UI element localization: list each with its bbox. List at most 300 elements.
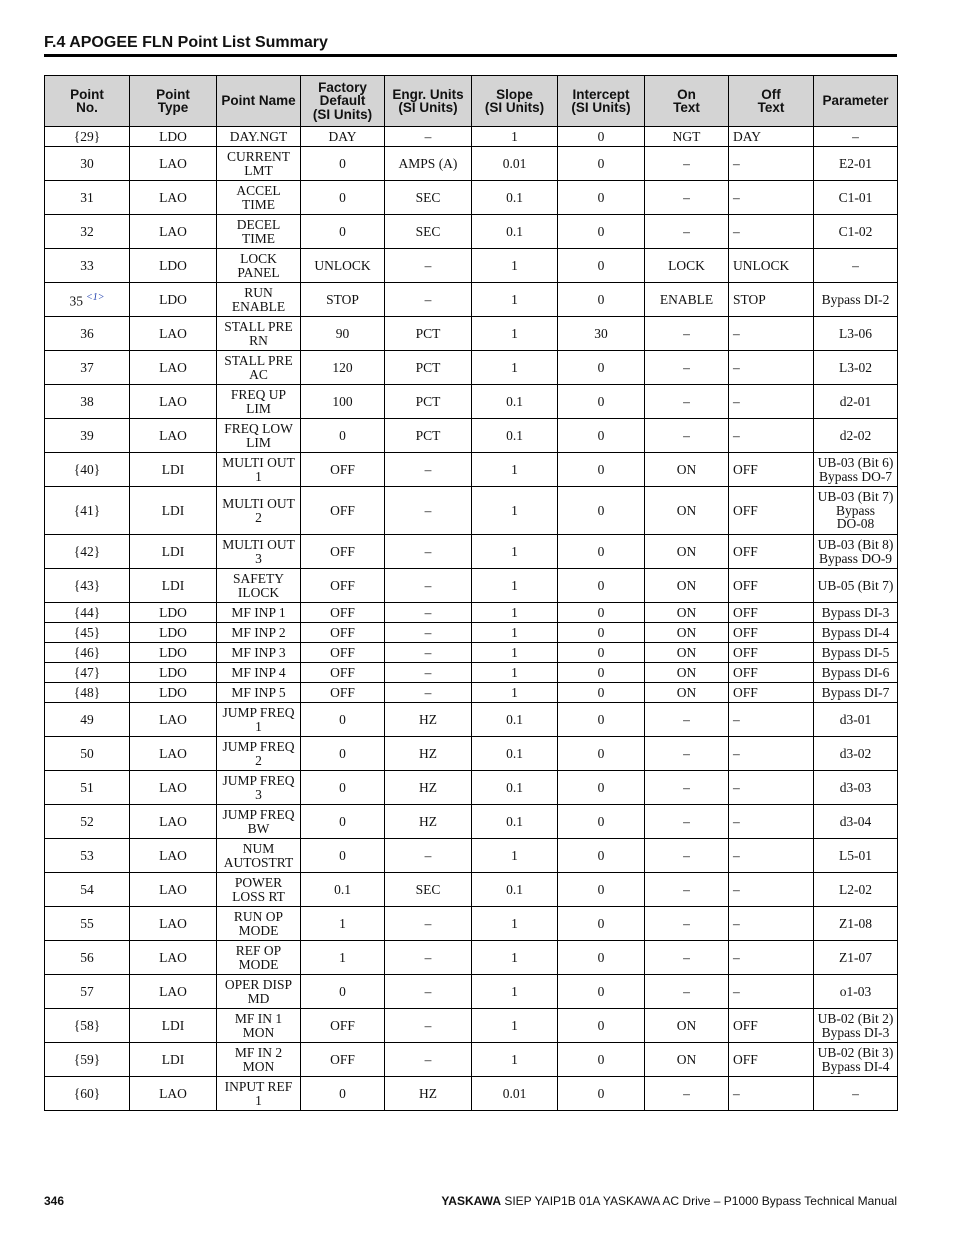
cell-parameter: UB-05 (Bit 7) bbox=[814, 569, 898, 603]
cell-point-no: 57 bbox=[45, 975, 130, 1009]
cell-slope: 1 bbox=[472, 487, 558, 535]
cell-slope: 1 bbox=[472, 1009, 558, 1043]
cell-point-name: MF IN 2 MON bbox=[217, 1043, 301, 1077]
cell-point-name: REF OP MODE bbox=[217, 941, 301, 975]
cell-point-type: LAO bbox=[130, 873, 217, 907]
cell-factory-default: 0 bbox=[301, 805, 385, 839]
table-row bbox=[45, 1009, 898, 1043]
table-row bbox=[45, 215, 898, 249]
cell-off-text: – bbox=[729, 873, 814, 907]
cell-point-no: 31 bbox=[45, 181, 130, 215]
cell-point-type: LAO bbox=[130, 215, 217, 249]
point-list-table bbox=[44, 75, 898, 1111]
cell-point-no: {46} bbox=[45, 643, 130, 663]
cell-on-text: LOCK bbox=[645, 249, 729, 283]
cell-on-text: ENABLE bbox=[645, 283, 729, 317]
cell-on-text: ON bbox=[645, 487, 729, 535]
cell-slope: 1 bbox=[472, 535, 558, 569]
cell-off-text: OFF bbox=[729, 487, 814, 535]
table-row bbox=[45, 771, 898, 805]
column-header-off-text: Off Text bbox=[729, 76, 814, 127]
cell-factory-default: 90 bbox=[301, 317, 385, 351]
cell-off-text: OFF bbox=[729, 603, 814, 623]
cell-engr-units: – bbox=[385, 623, 472, 643]
cell-engr-units: – bbox=[385, 603, 472, 623]
cell-parameter: d3-02 bbox=[814, 737, 898, 771]
cell-point-name: MF INP 1 bbox=[217, 603, 301, 623]
cell-slope: 1 bbox=[472, 127, 558, 147]
cell-point-type: LAO bbox=[130, 419, 217, 453]
cell-point-name: JUMP FREQ 3 bbox=[217, 771, 301, 805]
cell-slope: 1 bbox=[472, 453, 558, 487]
cell-slope: 0.1 bbox=[472, 703, 558, 737]
cell-factory-default: OFF bbox=[301, 1009, 385, 1043]
cell-point-type: LDO bbox=[130, 663, 217, 683]
cell-off-text: OFF bbox=[729, 453, 814, 487]
cell-parameter: UB-02 (Bit 3) Bypass DI-4 bbox=[814, 1043, 898, 1077]
cell-point-no: {45} bbox=[45, 623, 130, 643]
cell-engr-units: PCT bbox=[385, 385, 472, 419]
cell-point-name: MF IN 1 MON bbox=[217, 1009, 301, 1043]
table-row bbox=[45, 643, 898, 663]
cell-slope: 0.1 bbox=[472, 771, 558, 805]
cell-factory-default: OFF bbox=[301, 535, 385, 569]
cell-point-no: 38 bbox=[45, 385, 130, 419]
cell-off-text: OFF bbox=[729, 535, 814, 569]
document-reference bbox=[441, 1193, 897, 1209]
cell-engr-units: – bbox=[385, 1043, 472, 1077]
cell-off-text: – bbox=[729, 419, 814, 453]
cell-off-text: OFF bbox=[729, 1009, 814, 1043]
cell-intercept: 0 bbox=[558, 385, 645, 419]
column-header-point-no: Point No. bbox=[45, 76, 130, 127]
cell-off-text: – bbox=[729, 839, 814, 873]
cell-point-type: LDI bbox=[130, 1009, 217, 1043]
cell-point-type: LAO bbox=[130, 975, 217, 1009]
cell-factory-default: 0 bbox=[301, 737, 385, 771]
cell-point-type: LDI bbox=[130, 487, 217, 535]
cell-point-no: 32 bbox=[45, 215, 130, 249]
cell-on-text: ON bbox=[645, 453, 729, 487]
cell-point-type: LDO bbox=[130, 603, 217, 623]
cell-intercept: 0 bbox=[558, 603, 645, 623]
cell-factory-default: DAY bbox=[301, 127, 385, 147]
cell-point-no: 51 bbox=[45, 771, 130, 805]
cell-off-text: – bbox=[729, 1077, 814, 1111]
cell-intercept: 0 bbox=[558, 907, 645, 941]
cell-intercept: 0 bbox=[558, 283, 645, 317]
cell-on-text: NGT bbox=[645, 127, 729, 147]
cell-intercept: 0 bbox=[558, 181, 645, 215]
cell-point-name: CURRENT LMT bbox=[217, 147, 301, 181]
cell-point-no: 53 bbox=[45, 839, 130, 873]
cell-factory-default: OFF bbox=[301, 569, 385, 603]
cell-point-type: LAO bbox=[130, 839, 217, 873]
cell-on-text: – bbox=[645, 873, 729, 907]
cell-off-text: – bbox=[729, 737, 814, 771]
cell-factory-default: 0 bbox=[301, 1077, 385, 1111]
cell-off-text: – bbox=[729, 385, 814, 419]
table-row bbox=[45, 703, 898, 737]
cell-slope: 1 bbox=[472, 623, 558, 643]
cell-parameter: E2-01 bbox=[814, 147, 898, 181]
table-row bbox=[45, 737, 898, 771]
cell-intercept: 0 bbox=[558, 623, 645, 643]
cell-factory-default: 0 bbox=[301, 419, 385, 453]
cell-point-type: LAO bbox=[130, 147, 217, 181]
cell-point-no: {43} bbox=[45, 569, 130, 603]
cell-point-type: LAO bbox=[130, 181, 217, 215]
cell-point-name: MF INP 4 bbox=[217, 663, 301, 683]
cell-slope: 1 bbox=[472, 839, 558, 873]
cell-intercept: 0 bbox=[558, 535, 645, 569]
cell-point-type: LDO bbox=[130, 683, 217, 703]
cell-intercept: 0 bbox=[558, 1077, 645, 1111]
cell-off-text: OFF bbox=[729, 683, 814, 703]
cell-factory-default: STOP bbox=[301, 283, 385, 317]
cell-intercept: 0 bbox=[558, 487, 645, 535]
cell-intercept: 0 bbox=[558, 249, 645, 283]
cell-engr-units: – bbox=[385, 487, 472, 535]
column-header-engr-units: Engr. Units (SI Units) bbox=[385, 76, 472, 127]
cell-parameter: d3-04 bbox=[814, 805, 898, 839]
cell-intercept: 0 bbox=[558, 127, 645, 147]
cell-factory-default: OFF bbox=[301, 453, 385, 487]
cell-factory-default: 0 bbox=[301, 703, 385, 737]
cell-engr-units: – bbox=[385, 283, 472, 317]
cell-point-no: {44} bbox=[45, 603, 130, 623]
cell-point-name: MF INP 5 bbox=[217, 683, 301, 703]
cell-slope: 1 bbox=[472, 663, 558, 683]
cell-point-name: OPER DISP MD bbox=[217, 975, 301, 1009]
cell-point-no: {29} bbox=[45, 127, 130, 147]
cell-slope: 0.1 bbox=[472, 385, 558, 419]
cell-off-text: – bbox=[729, 147, 814, 181]
table-row bbox=[45, 623, 898, 643]
cell-point-no: {58} bbox=[45, 1009, 130, 1043]
cell-point-name: RUN ENABLE bbox=[217, 283, 301, 317]
cell-slope: 0.1 bbox=[472, 181, 558, 215]
cell-factory-default: 0 bbox=[301, 147, 385, 181]
cell-factory-default: OFF bbox=[301, 623, 385, 643]
cell-point-name: POWER LOSS RT bbox=[217, 873, 301, 907]
cell-engr-units: – bbox=[385, 569, 472, 603]
cell-point-type: LAO bbox=[130, 703, 217, 737]
cell-point-no: 52 bbox=[45, 805, 130, 839]
cell-off-text: – bbox=[729, 181, 814, 215]
table-row bbox=[45, 603, 898, 623]
cell-factory-default: OFF bbox=[301, 603, 385, 623]
cell-engr-units: PCT bbox=[385, 351, 472, 385]
column-header-slope: Slope (SI Units) bbox=[472, 76, 558, 127]
cell-intercept: 0 bbox=[558, 147, 645, 181]
cell-slope: 0.01 bbox=[472, 1077, 558, 1111]
cell-parameter: – bbox=[814, 249, 898, 283]
cell-point-type: LAO bbox=[130, 805, 217, 839]
cell-point-name: MULTI OUT 2 bbox=[217, 487, 301, 535]
cell-slope: 1 bbox=[472, 249, 558, 283]
cell-factory-default: 0 bbox=[301, 181, 385, 215]
cell-factory-default: 1 bbox=[301, 907, 385, 941]
cell-engr-units: – bbox=[385, 535, 472, 569]
cell-parameter: L5-01 bbox=[814, 839, 898, 873]
cell-point-name: LOCK PANEL bbox=[217, 249, 301, 283]
cell-off-text: – bbox=[729, 771, 814, 805]
table-row bbox=[45, 569, 898, 603]
cell-engr-units: – bbox=[385, 663, 472, 683]
cell-off-text: – bbox=[729, 941, 814, 975]
cell-point-type: LAO bbox=[130, 385, 217, 419]
cell-engr-units: – bbox=[385, 839, 472, 873]
cell-slope: 1 bbox=[472, 351, 558, 385]
cell-engr-units: HZ bbox=[385, 703, 472, 737]
cell-slope: 1 bbox=[472, 907, 558, 941]
cell-engr-units: SEC bbox=[385, 215, 472, 249]
cell-on-text: ON bbox=[645, 1043, 729, 1077]
table-header bbox=[45, 76, 898, 127]
table-row bbox=[45, 1077, 898, 1111]
column-header-point-type: Point Type bbox=[130, 76, 217, 127]
cell-engr-units: – bbox=[385, 127, 472, 147]
table-row bbox=[45, 249, 898, 283]
cell-engr-units: PCT bbox=[385, 419, 472, 453]
table-row bbox=[45, 351, 898, 385]
cell-point-name: SAFETY ILOCK bbox=[217, 569, 301, 603]
cell-point-no: {40} bbox=[45, 453, 130, 487]
cell-point-name: STALL PRE AC bbox=[217, 351, 301, 385]
cell-parameter: L3-06 bbox=[814, 317, 898, 351]
cell-engr-units: – bbox=[385, 249, 472, 283]
table-row bbox=[45, 487, 898, 535]
cell-point-name: MF INP 2 bbox=[217, 623, 301, 643]
cell-parameter: UB-03 (Bit 8) Bypass DO-9 bbox=[814, 535, 898, 569]
cell-point-type: LDI bbox=[130, 535, 217, 569]
section-heading: F.4 APOGEE FLN Point List Summary bbox=[44, 34, 328, 51]
cell-parameter: – bbox=[814, 1077, 898, 1111]
cell-point-type: LDI bbox=[130, 569, 217, 603]
cell-point-no: 37 bbox=[45, 351, 130, 385]
cell-intercept: 0 bbox=[558, 215, 645, 249]
table-row bbox=[45, 683, 898, 703]
cell-intercept: 0 bbox=[558, 1043, 645, 1077]
cell-parameter: C1-02 bbox=[814, 215, 898, 249]
cell-point-type: LDI bbox=[130, 453, 217, 487]
cell-engr-units: HZ bbox=[385, 1077, 472, 1111]
cell-point-type: LDO bbox=[130, 127, 217, 147]
cell-on-text: – bbox=[645, 181, 729, 215]
cell-on-text: ON bbox=[645, 683, 729, 703]
cell-slope: 1 bbox=[472, 569, 558, 603]
cell-on-text: – bbox=[645, 419, 729, 453]
cell-point-name: RUN OP MODE bbox=[217, 907, 301, 941]
cell-parameter: C1-01 bbox=[814, 181, 898, 215]
cell-intercept: 0 bbox=[558, 771, 645, 805]
table-row bbox=[45, 1043, 898, 1077]
cell-on-text: – bbox=[645, 805, 729, 839]
cell-on-text: ON bbox=[645, 1009, 729, 1043]
cell-on-text: – bbox=[645, 737, 729, 771]
brand-name: YASKAWA bbox=[441, 1194, 501, 1208]
cell-slope: 0.1 bbox=[472, 805, 558, 839]
cell-intercept: 0 bbox=[558, 975, 645, 1009]
cell-point-name: DECEL TIME bbox=[217, 215, 301, 249]
table-row bbox=[45, 453, 898, 487]
cell-off-text: OFF bbox=[729, 569, 814, 603]
column-header-factory-default: Factory Default (SI Units) bbox=[301, 76, 385, 127]
cell-slope: 1 bbox=[472, 683, 558, 703]
cell-point-name: MF INP 3 bbox=[217, 643, 301, 663]
table-row bbox=[45, 873, 898, 907]
cell-point-no: 30 bbox=[45, 147, 130, 181]
cell-point-no: 50 bbox=[45, 737, 130, 771]
cell-off-text: – bbox=[729, 351, 814, 385]
cell-slope: 0.01 bbox=[472, 147, 558, 181]
cell-intercept: 30 bbox=[558, 317, 645, 351]
cell-point-no: 56 bbox=[45, 941, 130, 975]
cell-parameter: L3-02 bbox=[814, 351, 898, 385]
cell-on-text: ON bbox=[645, 603, 729, 623]
cell-point-name: MULTI OUT 3 bbox=[217, 535, 301, 569]
cell-off-text: STOP bbox=[729, 283, 814, 317]
cell-intercept: 0 bbox=[558, 805, 645, 839]
table-row bbox=[45, 941, 898, 975]
table-row bbox=[45, 385, 898, 419]
cell-point-name: INPUT REF 1 bbox=[217, 1077, 301, 1111]
cell-parameter: L2-02 bbox=[814, 873, 898, 907]
cell-engr-units: PCT bbox=[385, 317, 472, 351]
cell-on-text: – bbox=[645, 907, 729, 941]
cell-engr-units: SEC bbox=[385, 181, 472, 215]
cell-point-no: {59} bbox=[45, 1043, 130, 1077]
cell-parameter: Z1-07 bbox=[814, 941, 898, 975]
table-row bbox=[45, 317, 898, 351]
cell-off-text: – bbox=[729, 215, 814, 249]
cell-point-no: {47} bbox=[45, 663, 130, 683]
cell-slope: 0.1 bbox=[472, 873, 558, 907]
cell-off-text: – bbox=[729, 805, 814, 839]
cell-intercept: 0 bbox=[558, 453, 645, 487]
cell-off-text: – bbox=[729, 317, 814, 351]
cell-off-text: OFF bbox=[729, 643, 814, 663]
cell-off-text: OFF bbox=[729, 1043, 814, 1077]
cell-on-text: ON bbox=[645, 643, 729, 663]
cell-on-text: – bbox=[645, 975, 729, 1009]
cell-point-name: STALL PRE RN bbox=[217, 317, 301, 351]
column-header-intercept: Intercept (SI Units) bbox=[558, 76, 645, 127]
cell-point-type: LAO bbox=[130, 941, 217, 975]
cell-off-text: UNLOCK bbox=[729, 249, 814, 283]
cell-engr-units: – bbox=[385, 907, 472, 941]
cell-parameter: Z1-08 bbox=[814, 907, 898, 941]
cell-factory-default: 0 bbox=[301, 975, 385, 1009]
cell-factory-default: 0 bbox=[301, 215, 385, 249]
cell-on-text: – bbox=[645, 839, 729, 873]
column-header-point-name: Point Name bbox=[217, 76, 301, 127]
cell-engr-units: – bbox=[385, 453, 472, 487]
cell-parameter: Bypass DI-7 bbox=[814, 683, 898, 703]
table-row bbox=[45, 975, 898, 1009]
cell-slope: 1 bbox=[472, 975, 558, 1009]
cell-engr-units: AMPS (A) bbox=[385, 147, 472, 181]
cell-engr-units: – bbox=[385, 941, 472, 975]
cell-parameter: d3-01 bbox=[814, 703, 898, 737]
cell-intercept: 0 bbox=[558, 839, 645, 873]
cell-point-no: {48} bbox=[45, 683, 130, 703]
footnote-link[interactable]: <1> bbox=[86, 292, 105, 303]
cell-point-type: LAO bbox=[130, 1077, 217, 1111]
cell-parameter: d3-03 bbox=[814, 771, 898, 805]
cell-intercept: 0 bbox=[558, 737, 645, 771]
cell-on-text: – bbox=[645, 385, 729, 419]
cell-point-type: LDO bbox=[130, 249, 217, 283]
table-row bbox=[45, 419, 898, 453]
cell-factory-default: OFF bbox=[301, 1043, 385, 1077]
cell-on-text: ON bbox=[645, 569, 729, 603]
cell-point-name: JUMP FREQ 1 bbox=[217, 703, 301, 737]
cell-on-text: – bbox=[645, 771, 729, 805]
document-title: SIEP YAIP1B 01A YASKAWA AC Drive – P1000 Bypass Technical Manual bbox=[504, 1194, 897, 1208]
cell-on-text: – bbox=[645, 941, 729, 975]
cell-intercept: 0 bbox=[558, 1009, 645, 1043]
table-row bbox=[45, 147, 898, 181]
cell-parameter: Bypass DI-6 bbox=[814, 663, 898, 683]
cell-point-name: FREQ LOW LIM bbox=[217, 419, 301, 453]
cell-off-text: OFF bbox=[729, 623, 814, 643]
cell-slope: 1 bbox=[472, 643, 558, 663]
column-header-on-text: On Text bbox=[645, 76, 729, 127]
cell-on-text: – bbox=[645, 147, 729, 181]
cell-point-no: 33 bbox=[45, 249, 130, 283]
table-row bbox=[45, 663, 898, 683]
cell-on-text: – bbox=[645, 703, 729, 737]
cell-on-text: – bbox=[645, 1077, 729, 1111]
table-row bbox=[45, 907, 898, 941]
cell-engr-units: HZ bbox=[385, 771, 472, 805]
cell-on-text: – bbox=[645, 351, 729, 385]
cell-point-no: 54 bbox=[45, 873, 130, 907]
cell-parameter: UB-03 (Bit 7) Bypass DO-08 bbox=[814, 487, 898, 535]
cell-point-name: NUM AUTOSTRT bbox=[217, 839, 301, 873]
cell-parameter: Bypass DI-5 bbox=[814, 643, 898, 663]
cell-slope: 0.1 bbox=[472, 419, 558, 453]
cell-point-no: 39 bbox=[45, 419, 130, 453]
cell-intercept: 0 bbox=[558, 873, 645, 907]
cell-point-type: LDO bbox=[130, 283, 217, 317]
cell-parameter: Bypass DI-3 bbox=[814, 603, 898, 623]
cell-factory-default: OFF bbox=[301, 683, 385, 703]
cell-point-no: 49 bbox=[45, 703, 130, 737]
cell-point-name: MULTI OUT 1 bbox=[217, 453, 301, 487]
cell-on-text: ON bbox=[645, 623, 729, 643]
cell-point-type: LAO bbox=[130, 771, 217, 805]
cell-point-name: JUMP FREQ 2 bbox=[217, 737, 301, 771]
cell-factory-default: 100 bbox=[301, 385, 385, 419]
table-row bbox=[45, 283, 898, 317]
cell-point-type: LAO bbox=[130, 351, 217, 385]
cell-point-no: 55 bbox=[45, 907, 130, 941]
cell-point-type: LDO bbox=[130, 643, 217, 663]
cell-off-text: – bbox=[729, 975, 814, 1009]
cell-point-type: LDO bbox=[130, 623, 217, 643]
cell-parameter: – bbox=[814, 127, 898, 147]
cell-engr-units: – bbox=[385, 683, 472, 703]
cell-factory-default: UNLOCK bbox=[301, 249, 385, 283]
cell-factory-default: OFF bbox=[301, 663, 385, 683]
cell-factory-default: 0 bbox=[301, 771, 385, 805]
cell-slope: 1 bbox=[472, 1043, 558, 1077]
cell-parameter: d2-01 bbox=[814, 385, 898, 419]
cell-point-no: {41} bbox=[45, 487, 130, 535]
